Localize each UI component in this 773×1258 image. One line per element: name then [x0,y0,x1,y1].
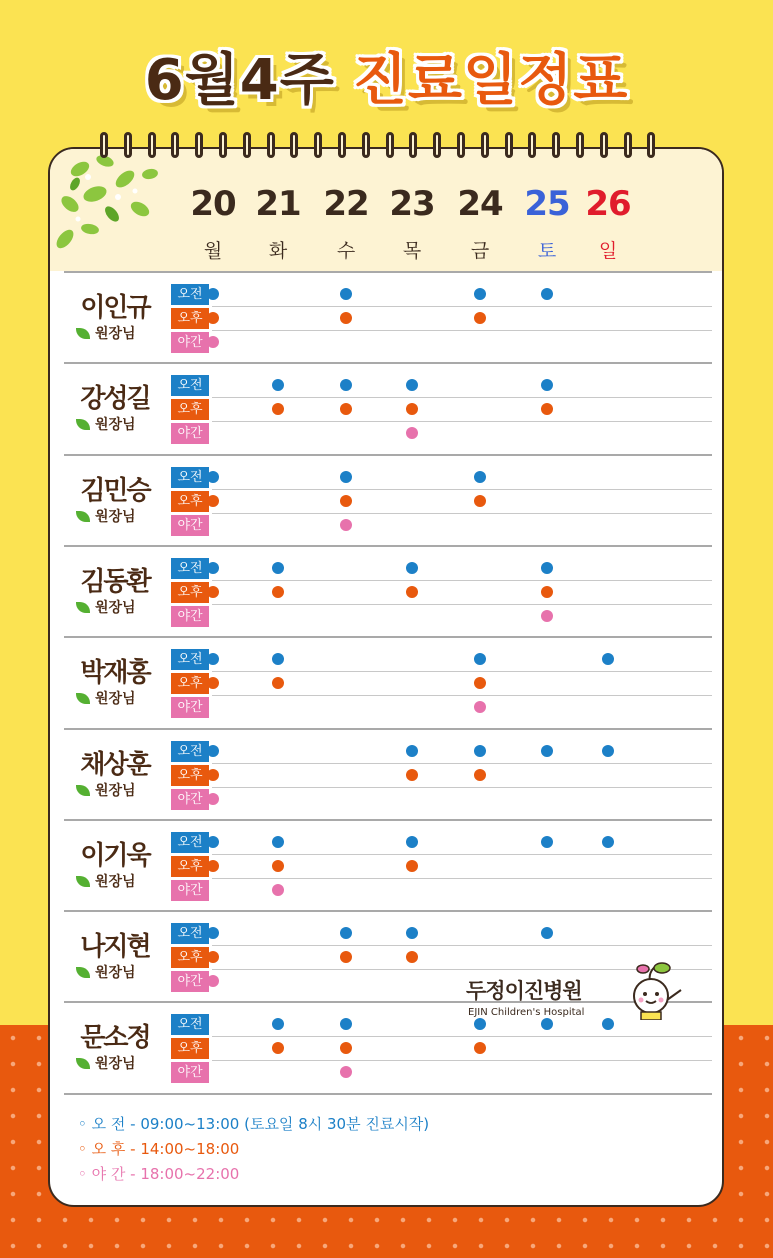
schedule-dot-am [474,745,486,757]
leaf-icon [76,328,90,339]
shift-row-line [212,489,712,490]
legend-am: ◦ 오 전 - 09:00~13:00 (토요일 8시 30분 진료시작) [78,1115,430,1133]
schedule-dot-pm [272,586,284,598]
doctor-title [76,780,166,800]
schedule-dot-am [541,562,553,574]
schedule-dot-am [207,745,219,757]
leaf-decoration-icon [50,149,180,269]
shift-row-line [212,945,712,946]
day-number: 21 [255,184,301,224]
calendar-ring [433,132,441,158]
doctor-title-text: 원장님 [95,417,136,434]
shift-row-line [212,787,712,788]
schedule-dot-am [602,653,614,665]
shift-label-night: 야간 [171,697,209,718]
shift-label-am: 오전 [171,649,209,670]
schedule-dot-am [541,1018,553,1030]
schedule-dot-am [340,379,352,391]
doctor-separator [64,1093,712,1095]
shift-row-line [212,397,712,398]
shift-label-night: 야간 [171,971,209,992]
schedule-dot-am [207,836,219,848]
schedule-dot-pm [272,1042,284,1054]
doctor-title [76,962,166,982]
day-name: 일 [598,240,618,262]
doctor-title [76,688,166,708]
shift-label-pm: 오후 [171,856,209,877]
schedule-dot-am [474,653,486,665]
schedule-dot-am [207,653,219,665]
shift-row-line [212,306,712,307]
schedule-dot-am [406,836,418,848]
leaf-icon [76,511,90,522]
day-name: 화 [268,240,288,262]
calendar-ring [386,132,394,158]
schedule-dot-pm [406,586,418,598]
shift-label-pm: 오후 [171,1038,209,1059]
doctor-title-text: 원장님 [95,326,136,342]
doctor-title [76,506,166,526]
schedule-dot-night [340,1066,352,1078]
shift-row-line [212,878,712,879]
shift-row-line [212,580,712,581]
schedule-dot-am [272,1018,284,1030]
doctor-name: 이기욱 [80,840,150,871]
leaf-icon [76,876,90,887]
legend-pm: ◦ 오 후 - 14:00~18:00 [78,1140,240,1158]
schedule-dot-pm [406,403,418,415]
schedule-dot-am [340,471,352,483]
shift-label-night: 야간 [171,423,209,444]
shift-label-night: 야간 [171,1062,209,1083]
schedule-dot-am [541,836,553,848]
calendar-ring [457,132,465,158]
calendar-ring [338,132,346,158]
shift-label-pm: 오후 [171,673,209,694]
schedule-dot-am [541,745,553,757]
schedule-dot-am [541,379,553,391]
shift-row-line [212,1036,712,1037]
doctor-title-text: 원장님 [95,1056,136,1073]
hospital-name: 두정이진병원 [466,979,582,1003]
calendar-ring [481,132,489,158]
doctor-title [76,414,166,434]
schedule-dot-pm [340,403,352,415]
schedule-dot-am [406,379,418,391]
schedule-dot-am [207,927,219,939]
doctor-title [76,1053,166,1073]
doctor-name: 채상훈 [80,749,150,780]
doctor-title [76,323,166,343]
shift-row-line [212,763,712,764]
schedule-dot-am [272,379,284,391]
page-title [0,36,773,116]
shift-label-am: 오전 [171,1014,209,1035]
doctor-separator [64,819,712,821]
shift-label-pm: 오후 [171,308,209,329]
schedule-dot-night [207,336,219,348]
calendar-ring [314,132,322,158]
calendar-ring [243,132,251,158]
hospital-english-name: EJIN Children's Hospital [468,1007,585,1018]
day-number: 24 [457,184,503,224]
schedule-dot-night [541,610,553,622]
calendar-ring [552,132,560,158]
schedule-dot-am [541,288,553,300]
schedule-dot-am [406,745,418,757]
schedule-dot-am [602,836,614,848]
shift-label-pm: 오후 [171,765,209,786]
calendar-ring [600,132,608,158]
leaf-icon [76,419,90,430]
leaf-icon [76,785,90,796]
calendar-ring [362,132,370,158]
schedule-dot-pm [207,312,219,324]
schedule-dot-am [602,745,614,757]
shift-label-am: 오전 [171,284,209,305]
shift-label-night: 야간 [171,332,209,353]
doctor-title [76,597,166,617]
schedule-dot-pm [272,860,284,872]
schedule-dot-pm [406,769,418,781]
calendar-ring [195,132,203,158]
shift-label-am: 오전 [171,741,209,762]
shift-label-am: 오전 [171,375,209,396]
calendar-ring [219,132,227,158]
title-main: 진료일정표 [352,48,629,113]
doctor-separator [64,545,712,547]
shift-row-line [212,671,712,672]
schedule-dot-pm [340,1042,352,1054]
calendar-ring [148,132,156,158]
shift-label-pm: 오후 [171,399,209,420]
schedule-dot-night [207,975,219,987]
day-name: 수 [336,240,356,262]
doctor-separator [64,910,712,912]
shift-row-line [212,604,712,605]
doctor-name: 김동환 [80,566,150,597]
schedule-dot-pm [207,586,219,598]
schedule-dot-night [340,519,352,531]
calendar-ring [267,132,275,158]
shift-label-pm: 오후 [171,947,209,968]
schedule-dot-pm [474,495,486,507]
calendar-ring [528,132,536,158]
calendar-ring [647,132,655,158]
mascot-icon [605,960,697,1020]
calendar-ring [171,132,179,158]
shift-label-night: 야간 [171,880,209,901]
schedule-card [48,147,724,1207]
doctor-name: 박재홍 [80,658,150,689]
doctor-title-text: 원장님 [95,873,136,890]
schedule-dot-am [272,653,284,665]
shift-label-pm: 오후 [171,582,209,603]
schedule-dot-pm [207,951,219,963]
day-number: 20 [190,184,236,224]
leaf-icon [76,967,90,978]
shift-row-line [212,513,712,514]
shift-row-line [212,695,712,696]
shift-row-line [212,330,712,331]
schedule-dot-pm [207,677,219,689]
schedule-dot-pm [474,1042,486,1054]
schedule-dot-am [340,927,352,939]
shift-row-line [212,421,712,422]
schedule-dot-pm [474,677,486,689]
schedule-dot-pm [207,495,219,507]
legend-night: ◦ 야 간 - 18:00~22:00 [78,1165,240,1183]
schedule-dot-night [474,701,486,713]
schedule-dot-am [207,562,219,574]
shift-label-night: 야간 [171,789,209,810]
doctor-separator [64,362,712,364]
schedule-dot-pm [406,860,418,872]
day-name: 금 [470,240,490,262]
schedule-dot-am [406,927,418,939]
schedule-dot-pm [474,312,486,324]
schedule-dot-pm [272,677,284,689]
schedule-dot-am [340,1018,352,1030]
doctor-title-text: 원장님 [95,965,136,982]
schedule-dot-pm [541,586,553,598]
schedule-dot-am [406,562,418,574]
shift-row-line [212,1060,712,1061]
shift-label-am: 오전 [171,467,209,488]
schedule-dot-night [272,884,284,896]
schedule-dot-pm [207,769,219,781]
header-separator [64,271,712,273]
schedule-dot-am [207,471,219,483]
schedule-dot-am [207,288,219,300]
calendar-ring [409,132,417,158]
schedule-dot-am [272,562,284,574]
leaf-icon [76,1058,90,1069]
schedule-dot-pm [340,951,352,963]
calendar-rings [48,132,724,166]
shift-label-am: 오전 [171,923,209,944]
doctor-name: 이인규 [80,293,150,323]
schedule-dot-am [474,288,486,300]
schedule-dot-am [272,836,284,848]
shift-label-am: 오전 [171,558,209,579]
schedule-dot-night [207,793,219,805]
calendar-ring [624,132,632,158]
schedule-dot-pm [541,403,553,415]
title-week: 6월4주 [144,48,335,113]
day-name: 토 [537,240,557,262]
shift-label-night: 야간 [171,515,209,536]
doctor-title-text: 원장님 [95,782,136,799]
doctor-name: 나지현 [80,932,150,963]
day-number: 25 [524,184,570,224]
doctor-name: 강성길 [80,384,150,415]
doctor-separator [64,728,712,730]
doctor-title-text: 원장님 [95,691,136,708]
doctor-title-text: 원장님 [95,599,136,616]
doctor-separator [64,454,712,456]
schedule-dot-pm [474,769,486,781]
doctor-title-text: 원장님 [95,508,136,525]
day-number: 26 [585,184,631,224]
calendar-ring [505,132,513,158]
day-name: 목 [402,240,422,262]
schedule-dot-am [602,1018,614,1030]
leaf-icon [76,693,90,704]
schedule-dot-pm [340,495,352,507]
doctor-name: 김민승 [80,475,150,506]
leaf-icon [76,602,90,613]
day-number: 22 [323,184,369,224]
schedule-dot-pm [272,403,284,415]
calendar-ring [124,132,132,158]
schedule-dot-night [406,427,418,439]
schedule-dot-pm [207,860,219,872]
shift-label-am: 오전 [171,832,209,853]
calendar-ring [100,132,108,158]
day-name: 월 [203,240,223,262]
schedule-dot-am [541,927,553,939]
shift-label-pm: 오후 [171,491,209,512]
calendar-ring [576,132,584,158]
schedule-dot-pm [406,951,418,963]
schedule-dot-am [340,288,352,300]
schedule-dot-am [474,471,486,483]
day-number: 23 [389,184,435,224]
doctor-title [76,871,166,891]
schedule-dot-pm [340,312,352,324]
calendar-ring [290,132,298,158]
doctor-name: 문소정 [80,1023,150,1054]
schedule-dot-am [474,1018,486,1030]
doctor-separator [64,636,712,638]
shift-row-line [212,854,712,855]
shift-label-night: 야간 [171,606,209,627]
